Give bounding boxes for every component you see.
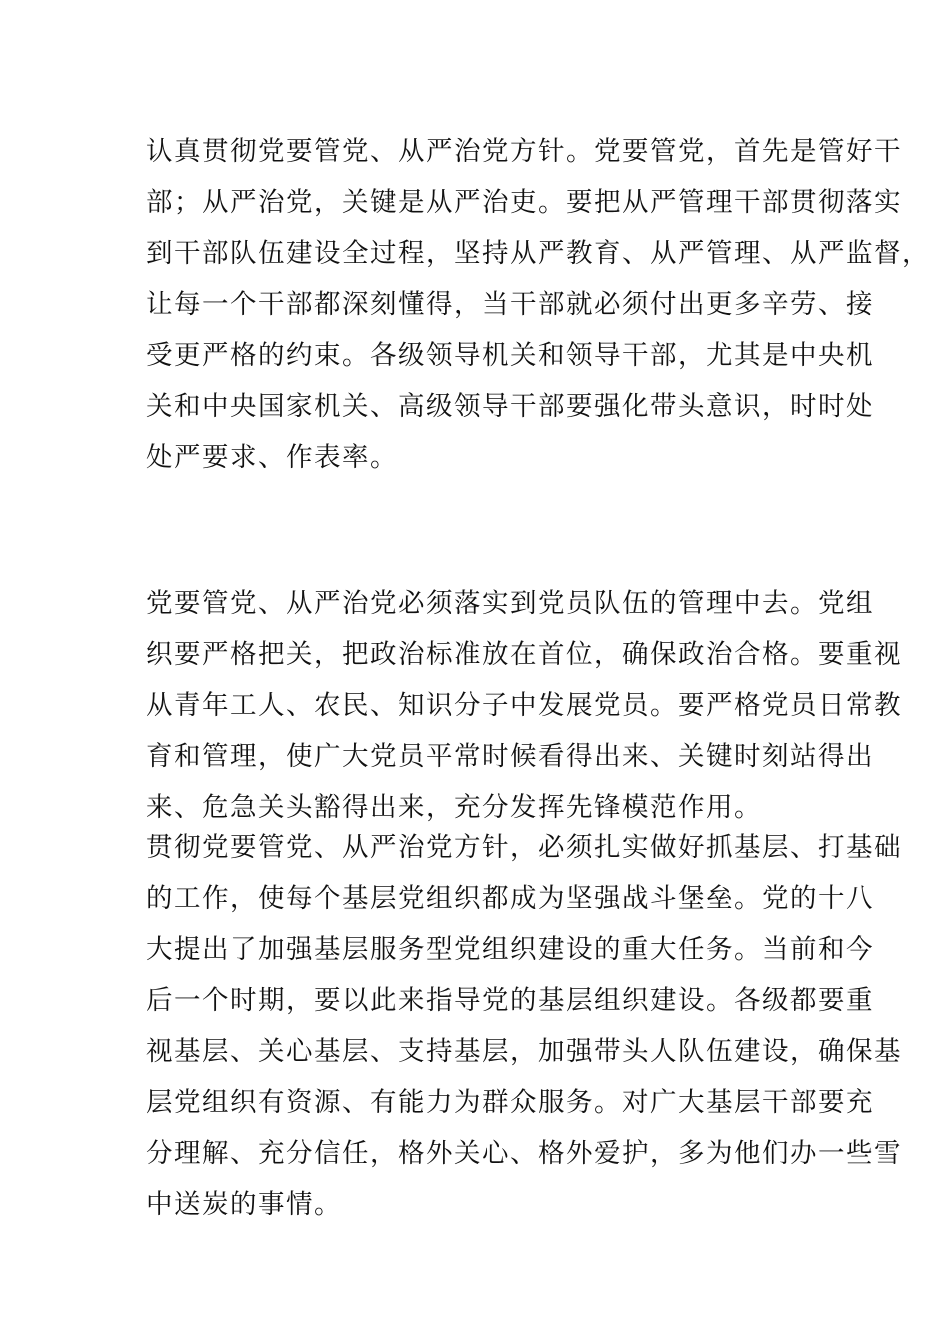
text-line: 党要管党、从严治党必须落实到党员队伍的管理中去。党组 [146, 588, 874, 619]
text-line: 织要严格把关，把政治标准放在首位，确保政治合格。要重视 [146, 639, 902, 670]
text-line: 层党组织有资源、有能力为群众服务。对广大基层干部要充 [146, 1087, 874, 1118]
text-line: 后一个时期，要以此来指导党的基层组织建设。各级都要重 [146, 985, 874, 1016]
text-line: 处严要求、作表率。 [146, 442, 398, 473]
paragraph-party-member-management [146, 578, 902, 833]
paragraph-strict-party-governance [146, 126, 930, 483]
text-line: 大提出了加强基层服务型党组织建设的重大任务。当前和今 [146, 934, 874, 965]
text-line: 到干部队伍建设全过程，坚持从严教育、从严管理、从严监督， [146, 238, 930, 269]
text-line: 的工作，使每个基层党组织都成为坚强战斗堡垒。党的十八 [146, 883, 874, 914]
text-line: 部；从严治党，关键是从严治吏。要把从严管理干部贯彻落实 [146, 187, 902, 218]
text-line: 育和管理，使广大党员平常时候看得出来、关键时刻站得出 [146, 741, 874, 772]
text-line: 视基层、关心基层、支持基层，加强带头人队伍建设，确保基 [146, 1036, 902, 1067]
text-line: 受更严格的约束。各级领导机关和领导干部，尤其是中央机 [146, 340, 874, 371]
text-line: 分理解、充分信任，格外关心、格外爱护，多为他们办一些雪 [146, 1138, 902, 1169]
paragraph-grassroots-organization [146, 822, 902, 1230]
text-line: 关和中央国家机关、高级领导干部要强化带头意识，时时处 [146, 391, 874, 422]
text-line: 认真贯彻党要管党、从严治党方针。党要管党，首先是管好干 [146, 136, 902, 167]
text-line: 贯彻党要管党、从严治党方针，必须扎实做好抓基层、打基础 [146, 832, 902, 863]
text-line: 让每一个干部都深刻懂得，当干部就必须付出更多辛劳、接 [146, 289, 874, 320]
text-line: 中送炭的事情。 [146, 1189, 342, 1220]
text-line: 来、危急关头豁得出来，充分发挥先锋模范作用。 [146, 792, 762, 823]
text-line: 从青年工人、农民、知识分子中发展党员。要严格党员日常教 [146, 690, 902, 721]
